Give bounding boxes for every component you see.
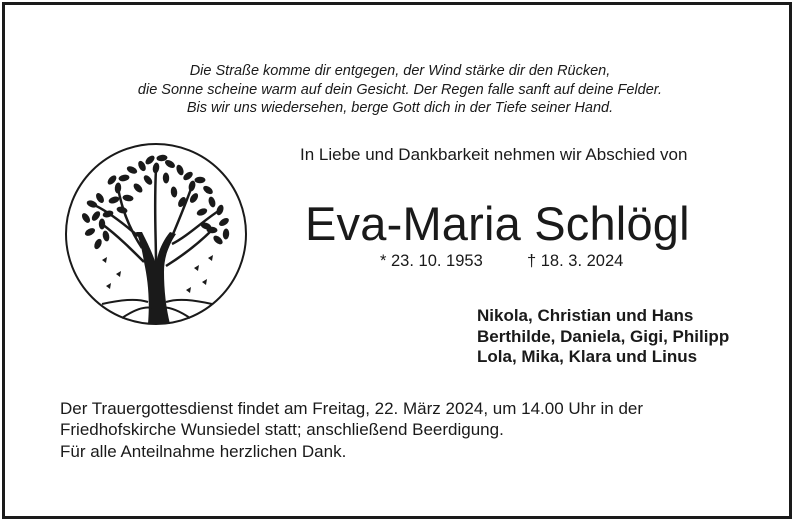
birth-date: * 23. 10. 1953 xyxy=(380,252,483,270)
leaf-mark xyxy=(126,165,139,176)
leaf-mark xyxy=(142,174,154,187)
deceased-name: Eva-Maria Schlögl xyxy=(305,197,690,250)
tree-of-life-icon xyxy=(62,140,250,328)
leaf-mark xyxy=(218,216,231,227)
leaf-mark xyxy=(202,184,215,196)
leaf-mark xyxy=(163,172,170,183)
verse-line: Die Straße komme dir entgegen, der Wind stärke dir den Rücken, xyxy=(189,63,611,79)
leaf-mark xyxy=(212,234,225,246)
leaf-mark xyxy=(196,207,209,217)
leaf-mark xyxy=(223,228,230,239)
verse-block xyxy=(0,62,800,118)
leaf-mark xyxy=(118,174,130,182)
intro-text: In Liebe und Dankbarkeit nehmen wir Abschied von xyxy=(300,145,688,164)
leaf-mark xyxy=(102,230,111,242)
falling-leaf-mark xyxy=(194,265,199,271)
leaf-mark xyxy=(170,186,178,198)
service-line: Der Trauergottesdienst findet am Freitag, 22. März 2024, um 14.00 Uhr in der xyxy=(60,399,644,418)
falling-leaf-mark xyxy=(116,271,121,277)
leaf-mark xyxy=(207,196,216,208)
falling-leaf-mark xyxy=(102,257,107,263)
leaf-mark xyxy=(116,206,128,215)
death-date: † 18. 3. 2024 xyxy=(527,252,624,270)
thanks-text: Für alle Anteilnahme herzlichen Dank. xyxy=(60,442,347,461)
leaf-mark xyxy=(194,177,205,184)
leaf-mark xyxy=(152,162,160,174)
leaf-mark xyxy=(99,219,105,230)
falling-leaf-mark xyxy=(106,283,111,289)
leaf-mark xyxy=(94,192,105,205)
service-info xyxy=(60,398,643,440)
falling-leaf-mark xyxy=(202,279,207,285)
leaf-mark xyxy=(122,194,134,202)
leaf-mark xyxy=(84,227,97,238)
leaf-mark xyxy=(80,212,91,225)
verse-line: die Sonne scheine warm auf dein Gesicht. Der Regen falle sanft auf deine Felder. xyxy=(137,81,663,98)
leaf-mark xyxy=(215,204,225,217)
leaf-mark xyxy=(175,164,185,177)
family-names xyxy=(477,306,729,368)
leaf-mark xyxy=(114,182,121,194)
falling-leaf-mark xyxy=(186,287,191,293)
leaf-mark xyxy=(93,238,103,251)
leaf-mark xyxy=(108,195,120,204)
verse-line: Bis wir uns wiedersehen, berge Gott dich in der Tiefe seiner Hand. xyxy=(186,100,614,116)
leaf-mark xyxy=(132,182,144,194)
family-line: Lola, Mika, Klara und Linus xyxy=(477,347,698,366)
family-line: Berthilde, Daniela, Gigi, Philipp xyxy=(477,326,730,346)
falling-leaf-mark xyxy=(208,255,213,261)
leaf-mark xyxy=(187,180,196,192)
family-line: Nikola, Christian und Hans xyxy=(477,306,694,325)
service-line: Friedhofskirche Wunsiedel statt; anschließend Beerdigung. xyxy=(60,420,504,439)
